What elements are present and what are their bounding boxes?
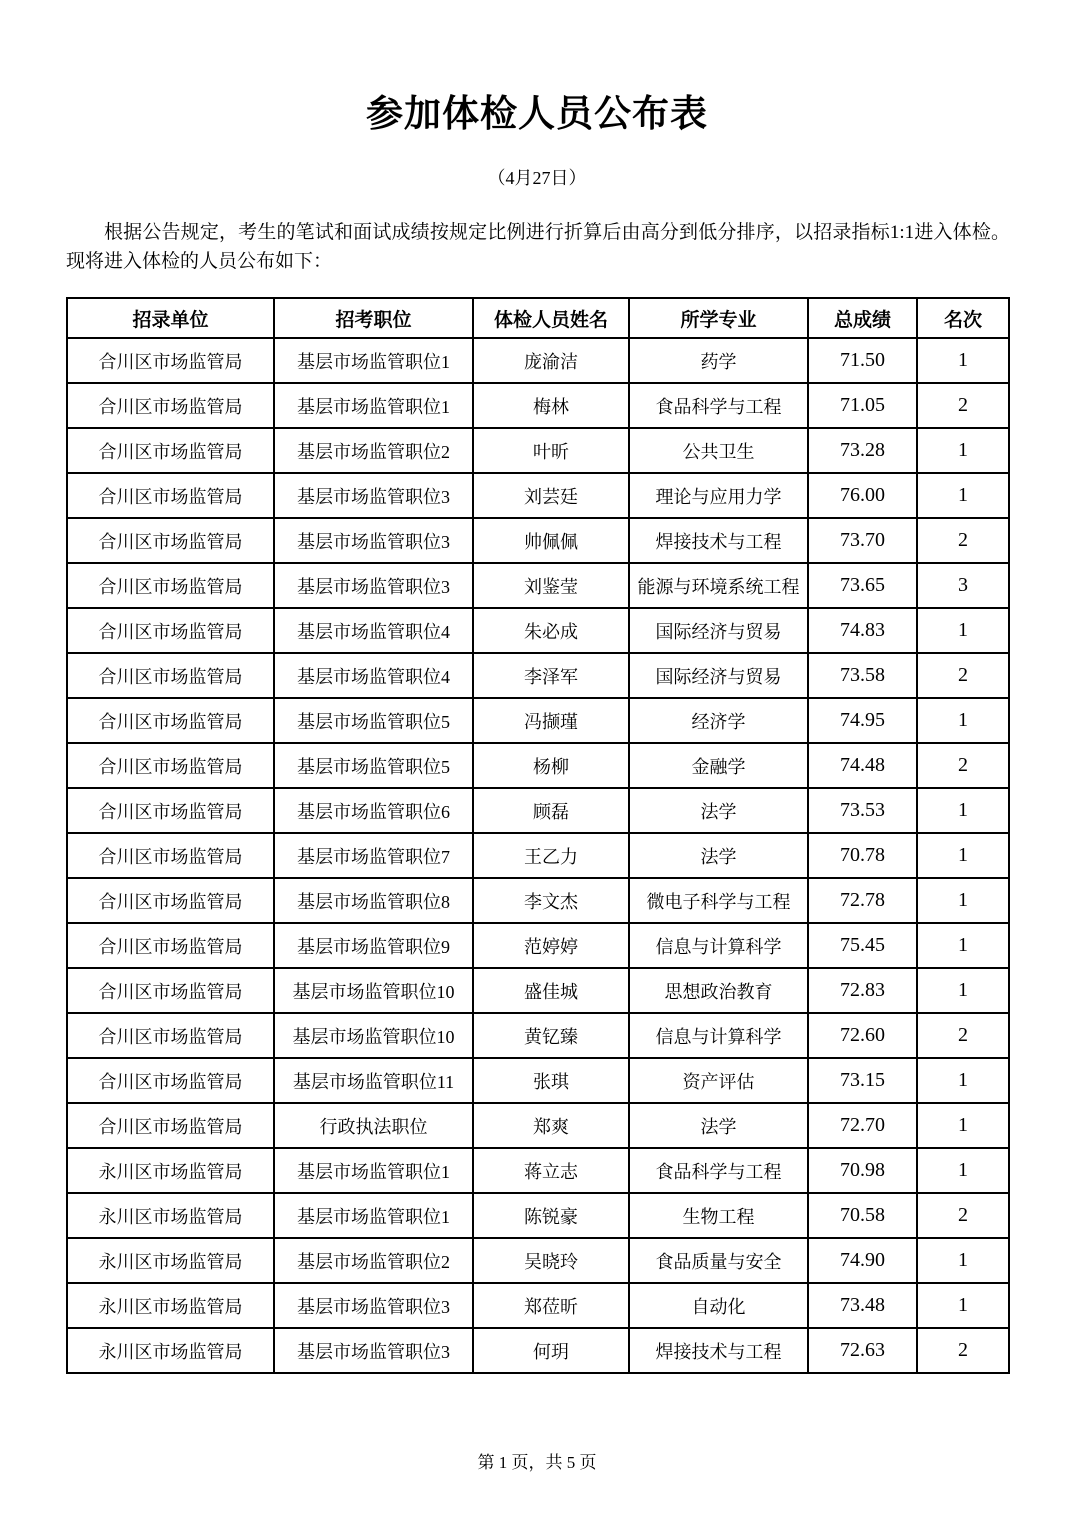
cell-total-score: 71.50 <box>808 338 917 383</box>
cell-candidate-name: 冯撷瑾 <box>473 698 629 743</box>
cell-candidate-name: 范婷婷 <box>473 923 629 968</box>
cell-position: 基层市场监管职位9 <box>274 923 473 968</box>
cell-recruiting-unit: 合川区市场监管局 <box>67 1058 274 1103</box>
cell-major: 焊接技术与工程 <box>629 1328 808 1373</box>
cell-candidate-name: 刘芸廷 <box>473 473 629 518</box>
cell-recruiting-unit: 合川区市场监管局 <box>67 608 274 653</box>
cell-candidate-name: 郑爽 <box>473 1103 629 1148</box>
cell-rank: 1 <box>917 878 1009 923</box>
cell-position: 基层市场监管职位3 <box>274 563 473 608</box>
cell-rank: 1 <box>917 1058 1009 1103</box>
cell-rank: 3 <box>917 563 1009 608</box>
cell-total-score: 73.65 <box>808 563 917 608</box>
cell-total-score: 73.28 <box>808 428 917 473</box>
cell-major: 能源与环境系统工程 <box>629 563 808 608</box>
table-header-row <box>67 298 1009 338</box>
cell-position: 基层市场监管职位7 <box>274 833 473 878</box>
table-row <box>67 968 1009 1013</box>
cell-recruiting-unit: 永川区市场监管局 <box>67 1283 274 1328</box>
cell-major: 法学 <box>629 1103 808 1148</box>
cell-total-score: 70.98 <box>808 1148 917 1193</box>
cell-candidate-name: 黄钇臻 <box>473 1013 629 1058</box>
cell-rank: 1 <box>917 788 1009 833</box>
cell-position: 基层市场监管职位4 <box>274 653 473 698</box>
cell-position: 行政执法职位 <box>274 1103 473 1148</box>
cell-candidate-name: 刘鉴莹 <box>473 563 629 608</box>
cell-rank: 2 <box>917 383 1009 428</box>
cell-total-score: 72.60 <box>808 1013 917 1058</box>
table-row <box>67 383 1009 428</box>
cell-recruiting-unit: 合川区市场监管局 <box>67 743 274 788</box>
cell-candidate-name: 叶昕 <box>473 428 629 473</box>
cell-position: 基层市场监管职位4 <box>274 608 473 653</box>
table-row <box>67 473 1009 518</box>
cell-position: 基层市场监管职位8 <box>274 878 473 923</box>
table-row <box>67 698 1009 743</box>
table-row <box>67 563 1009 608</box>
cell-recruiting-unit: 合川区市场监管局 <box>67 923 274 968</box>
table-row <box>67 878 1009 923</box>
cell-recruiting-unit: 合川区市场监管局 <box>67 698 274 743</box>
cell-position: 基层市场监管职位6 <box>274 788 473 833</box>
cell-candidate-name: 顾磊 <box>473 788 629 833</box>
cell-recruiting-unit: 合川区市场监管局 <box>67 563 274 608</box>
cell-total-score: 72.78 <box>808 878 917 923</box>
column-header-candidate-name: 体检人员姓名 <box>473 298 629 338</box>
cell-position: 基层市场监管职位3 <box>274 518 473 563</box>
cell-major: 微电子科学与工程 <box>629 878 808 923</box>
cell-major: 国际经济与贸易 <box>629 653 808 698</box>
intro-paragraph: 根据公告规定，考生的笔试和面试成绩按规定比例进行折算后由高分到低分排序，以招录指标1:1进入体检。现将进入体检的人员公布如下： <box>66 222 1010 272</box>
cell-position: 基层市场监管职位1 <box>274 338 473 383</box>
cell-major: 资产评估 <box>629 1058 808 1103</box>
cell-rank: 2 <box>917 518 1009 563</box>
cell-total-score: 72.63 <box>808 1328 917 1373</box>
cell-major: 金融学 <box>629 743 808 788</box>
table-row <box>67 1013 1009 1058</box>
cell-position: 基层市场监管职位1 <box>274 383 473 428</box>
table-row <box>67 518 1009 563</box>
page-number-footer: 第 1 页，共 5 页 <box>477 1453 597 1472</box>
cell-position: 基层市场监管职位11 <box>274 1058 473 1103</box>
table-row <box>67 653 1009 698</box>
cell-recruiting-unit: 合川区市场监管局 <box>67 428 274 473</box>
cell-recruiting-unit: 合川区市场监管局 <box>67 653 274 698</box>
column-header-rank: 名次 <box>917 298 1009 338</box>
cell-recruiting-unit: 合川区市场监管局 <box>67 788 274 833</box>
table-body <box>67 338 1009 1373</box>
cell-major: 食品科学与工程 <box>629 383 808 428</box>
page-subtitle-date: （4月27日） <box>487 168 587 188</box>
cell-rank: 1 <box>917 608 1009 653</box>
cell-recruiting-unit: 永川区市场监管局 <box>67 1148 274 1193</box>
table-row <box>67 1193 1009 1238</box>
cell-recruiting-unit: 永川区市场监管局 <box>67 1328 274 1373</box>
table-row <box>67 1103 1009 1148</box>
table-row <box>67 788 1009 833</box>
cell-total-score: 75.45 <box>808 923 917 968</box>
cell-position: 基层市场监管职位2 <box>274 1238 473 1283</box>
cell-rank: 1 <box>917 968 1009 1013</box>
cell-total-score: 76.00 <box>808 473 917 518</box>
cell-major: 理论与应用力学 <box>629 473 808 518</box>
cell-total-score: 73.53 <box>808 788 917 833</box>
cell-rank: 1 <box>917 428 1009 473</box>
cell-rank: 1 <box>917 473 1009 518</box>
cell-total-score: 70.58 <box>808 1193 917 1238</box>
cell-major: 经济学 <box>629 698 808 743</box>
cell-major: 焊接技术与工程 <box>629 518 808 563</box>
cell-position: 基层市场监管职位2 <box>274 428 473 473</box>
cell-total-score: 71.05 <box>808 383 917 428</box>
cell-position: 基层市场监管职位3 <box>274 473 473 518</box>
cell-total-score: 74.95 <box>808 698 917 743</box>
cell-position: 基层市场监管职位10 <box>274 1013 473 1058</box>
cell-position: 基层市场监管职位5 <box>274 698 473 743</box>
table-row <box>67 1328 1009 1373</box>
medical-exam-roster-table <box>66 297 1010 1374</box>
cell-rank: 2 <box>917 1328 1009 1373</box>
cell-recruiting-unit: 合川区市场监管局 <box>67 473 274 518</box>
cell-major: 食品科学与工程 <box>629 1148 808 1193</box>
cell-total-score: 74.90 <box>808 1238 917 1283</box>
cell-rank: 1 <box>917 1283 1009 1328</box>
cell-candidate-name: 张琪 <box>473 1058 629 1103</box>
cell-candidate-name: 李文杰 <box>473 878 629 923</box>
cell-total-score: 73.48 <box>808 1283 917 1328</box>
column-header-position: 招考职位 <box>274 298 473 338</box>
cell-candidate-name: 何玥 <box>473 1328 629 1373</box>
cell-candidate-name: 盛佳城 <box>473 968 629 1013</box>
cell-rank: 1 <box>917 833 1009 878</box>
cell-recruiting-unit: 合川区市场监管局 <box>67 383 274 428</box>
column-header-major: 所学专业 <box>629 298 808 338</box>
cell-rank: 1 <box>917 338 1009 383</box>
cell-rank: 2 <box>917 653 1009 698</box>
cell-major: 思想政治教育 <box>629 968 808 1013</box>
cell-major: 国际经济与贸易 <box>629 608 808 653</box>
cell-position: 基层市场监管职位3 <box>274 1328 473 1373</box>
cell-recruiting-unit: 合川区市场监管局 <box>67 968 274 1013</box>
cell-recruiting-unit: 合川区市场监管局 <box>67 338 274 383</box>
cell-major: 法学 <box>629 833 808 878</box>
table-row <box>67 1238 1009 1283</box>
cell-candidate-name: 朱必成 <box>473 608 629 653</box>
cell-major: 信息与计算科学 <box>629 1013 808 1058</box>
cell-total-score: 72.83 <box>808 968 917 1013</box>
cell-rank: 1 <box>917 1148 1009 1193</box>
cell-major: 信息与计算科学 <box>629 923 808 968</box>
cell-candidate-name: 王乙力 <box>473 833 629 878</box>
cell-recruiting-unit: 合川区市场监管局 <box>67 878 274 923</box>
cell-position: 基层市场监管职位5 <box>274 743 473 788</box>
cell-total-score: 73.70 <box>808 518 917 563</box>
cell-recruiting-unit: 永川区市场监管局 <box>67 1238 274 1283</box>
cell-position: 基层市场监管职位1 <box>274 1193 473 1238</box>
cell-recruiting-unit: 合川区市场监管局 <box>67 833 274 878</box>
cell-major: 生物工程 <box>629 1193 808 1238</box>
cell-position: 基层市场监管职位1 <box>274 1148 473 1193</box>
cell-position: 基层市场监管职位10 <box>274 968 473 1013</box>
cell-recruiting-unit: 合川区市场监管局 <box>67 1013 274 1058</box>
cell-rank: 1 <box>917 698 1009 743</box>
cell-rank: 2 <box>917 743 1009 788</box>
table-row <box>67 428 1009 473</box>
cell-candidate-name: 帅佩佩 <box>473 518 629 563</box>
table-row <box>67 923 1009 968</box>
column-header-recruiting-unit: 招录单位 <box>67 298 274 338</box>
cell-rank: 1 <box>917 1103 1009 1148</box>
table-row <box>67 1058 1009 1103</box>
cell-major: 法学 <box>629 788 808 833</box>
table-row <box>67 1283 1009 1328</box>
cell-candidate-name: 蒋立志 <box>473 1148 629 1193</box>
cell-rank: 1 <box>917 1238 1009 1283</box>
cell-candidate-name: 庞渝洁 <box>473 338 629 383</box>
column-header-total-score: 总成绩 <box>808 298 917 338</box>
cell-candidate-name: 郑莅昕 <box>473 1283 629 1328</box>
cell-candidate-name: 吴晓玲 <box>473 1238 629 1283</box>
table-row <box>67 743 1009 788</box>
cell-candidate-name: 李泽军 <box>473 653 629 698</box>
cell-total-score: 70.78 <box>808 833 917 878</box>
cell-recruiting-unit: 合川区市场监管局 <box>67 1103 274 1148</box>
cell-major: 公共卫生 <box>629 428 808 473</box>
page-title: 参加体检人员公布表 <box>366 93 708 134</box>
cell-total-score: 73.15 <box>808 1058 917 1103</box>
cell-rank: 2 <box>917 1013 1009 1058</box>
table-row <box>67 833 1009 878</box>
cell-total-score: 73.58 <box>808 653 917 698</box>
cell-major: 食品质量与安全 <box>629 1238 808 1283</box>
cell-total-score: 72.70 <box>808 1103 917 1148</box>
cell-major: 自动化 <box>629 1283 808 1328</box>
cell-total-score: 74.83 <box>808 608 917 653</box>
table-header <box>67 298 1009 338</box>
cell-position: 基层市场监管职位3 <box>274 1283 473 1328</box>
table-row <box>67 338 1009 383</box>
cell-rank: 2 <box>917 1193 1009 1238</box>
table-row <box>67 1148 1009 1193</box>
cell-candidate-name: 杨柳 <box>473 743 629 788</box>
table-row <box>67 608 1009 653</box>
cell-recruiting-unit: 合川区市场监管局 <box>67 518 274 563</box>
cell-major: 药学 <box>629 338 808 383</box>
cell-candidate-name: 梅林 <box>473 383 629 428</box>
cell-candidate-name: 陈锐豪 <box>473 1193 629 1238</box>
cell-total-score: 74.48 <box>808 743 917 788</box>
cell-rank: 1 <box>917 923 1009 968</box>
cell-recruiting-unit: 永川区市场监管局 <box>67 1193 274 1238</box>
